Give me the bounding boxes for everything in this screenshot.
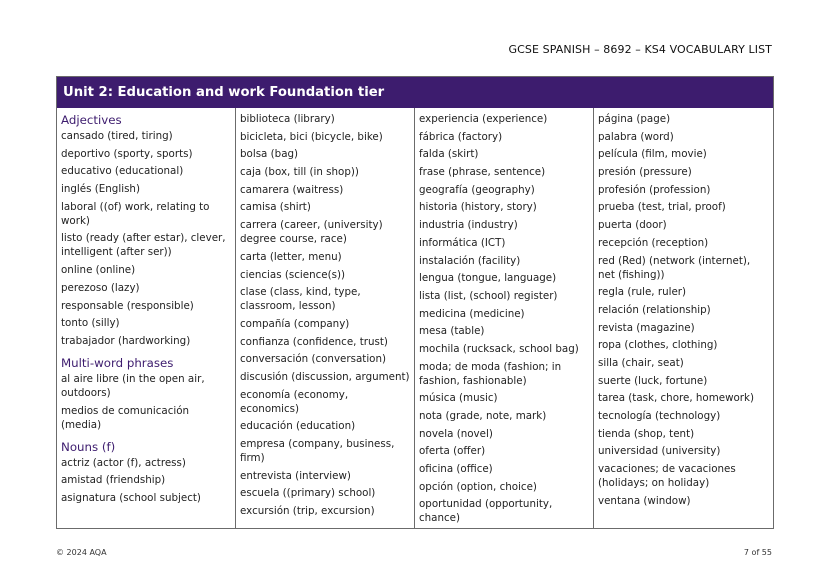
vocab-entry: online (online) bbox=[61, 264, 136, 277]
vocab-entry: instalación (facility) bbox=[419, 254, 521, 267]
table-column bbox=[594, 108, 773, 528]
vocab-entry: música (music) bbox=[419, 392, 498, 405]
vocab-entry: lista (list, (school) register) bbox=[419, 289, 558, 302]
vocab-entry: perezoso (lazy) bbox=[61, 281, 140, 294]
vocab-entry: bolsa (bag) bbox=[240, 148, 299, 161]
vocab-entry: actriz (actor (f), actress) bbox=[61, 456, 186, 469]
vocab-entry: educación (education) bbox=[240, 420, 356, 433]
table-column bbox=[57, 108, 236, 528]
vocab-entry: moda; de moda (fashion; in fashion, fashionable) bbox=[419, 360, 562, 387]
vocab-entry: frase (phrase, sentence) bbox=[419, 166, 546, 179]
table-columns bbox=[57, 108, 773, 528]
vocab-entry: responsable (responsible) bbox=[61, 299, 194, 312]
vocab-entry: profesión (profession) bbox=[598, 183, 711, 196]
vocabulary-table bbox=[56, 76, 774, 529]
vocab-entry: asignatura (school subject) bbox=[61, 491, 201, 504]
vocab-entry: regla (rule, ruler) bbox=[598, 286, 687, 299]
vocab-entry: bicicleta, bici (bicycle, bike) bbox=[240, 130, 383, 143]
vocab-entry: inglés (English) bbox=[61, 183, 140, 196]
vocab-entry: trabajador (hardworking) bbox=[61, 334, 191, 347]
footer-page-number: 7 of 55 bbox=[743, 548, 772, 557]
vocab-entry: palabra (word) bbox=[598, 130, 674, 143]
vocab-entry: informática (ICT) bbox=[419, 236, 506, 249]
vocab-entry: conversación (conversation) bbox=[240, 353, 387, 366]
vocab-entry: red (Red) (network (internet), net (fishing)) bbox=[598, 254, 751, 281]
vocab-entry: falda (skirt) bbox=[419, 148, 479, 161]
vocab-entry: caja (box, till (in shop)) bbox=[240, 166, 359, 179]
vocab-entry: entrevista (interview) bbox=[240, 469, 351, 482]
vocab-entry: página (page) bbox=[598, 113, 671, 125]
vocab-entry: tecnología (technology) bbox=[598, 410, 721, 422]
vocab-entry: educativo (educational) bbox=[61, 165, 184, 178]
vocab-entry: opción (option, choice) bbox=[419, 480, 537, 493]
vocab-entry: clase (class, kind, type, classroom, lesson) bbox=[240, 286, 361, 313]
vocab-entry: presión (pressure) bbox=[598, 166, 692, 179]
vocab-entry: ventana (window) bbox=[598, 494, 691, 507]
vocab-entry: deportivo (sporty, sports) bbox=[61, 147, 193, 160]
footer-copyright: © 2024 AQA bbox=[56, 548, 107, 557]
vocab-entry: medios de comunicación (media) bbox=[61, 404, 190, 431]
vocab-entry: amistad (friendship) bbox=[61, 474, 166, 487]
section-heading: Multi-word phrases bbox=[61, 355, 174, 370]
table-column bbox=[236, 108, 415, 528]
vocab-entry: carta (letter, menu) bbox=[240, 250, 342, 263]
vocab-entry: empresa (company, business, firm) bbox=[240, 438, 395, 464]
vocab-entry: película (film, movie) bbox=[598, 148, 707, 161]
vocab-entry: fábrica (factory) bbox=[419, 130, 503, 143]
vocab-entry: oportunidad (opportunity, chance) bbox=[419, 498, 553, 525]
vocab-entry: lengua (tongue, language) bbox=[419, 272, 557, 285]
vocab-entry: tarea (task, chore, homework) bbox=[598, 392, 755, 405]
vocab-entry: camarera (waitress) bbox=[240, 183, 344, 196]
vocab-entry: oficina (office) bbox=[419, 463, 493, 476]
vocab-entry: carrera (career, (university) degree course, race) bbox=[240, 219, 383, 246]
vocab-entry: geografía (geography) bbox=[419, 183, 535, 196]
section-heading: Nouns (f) bbox=[61, 439, 116, 454]
vocab-entry: industria (industry) bbox=[419, 219, 518, 232]
vocab-entry: oferta (offer) bbox=[419, 445, 486, 458]
vocab-entry: nota (grade, note, mark) bbox=[419, 410, 547, 422]
vocab-entry: prueba (test, trial, proof) bbox=[598, 201, 726, 214]
vocab-entry: laboral ((of) work, relating to work) bbox=[61, 200, 210, 227]
vocab-entry: novela (novel) bbox=[419, 427, 493, 440]
vocab-entry: historia (history, story) bbox=[419, 201, 537, 214]
vocab-entry: vacaciones; de vacaciones (holidays; on holiday) bbox=[598, 463, 736, 490]
vocab-entry: camisa (shirt) bbox=[240, 201, 311, 214]
vocab-entry: suerte (luck, fortune) bbox=[598, 374, 708, 387]
vocab-entry: silla (chair, seat) bbox=[598, 356, 684, 369]
vocab-entry: ropa (clothes, clothing) bbox=[598, 339, 718, 352]
vocab-entry: tonto (silly) bbox=[61, 317, 120, 330]
vocab-entry: universidad (university) bbox=[598, 445, 721, 458]
vocab-entry: escuela ((primary) school) bbox=[240, 487, 376, 500]
vocab-entry: compañía (company) bbox=[240, 317, 350, 330]
vocab-entry: biblioteca (library) bbox=[240, 113, 335, 125]
table-column bbox=[415, 108, 594, 528]
section-heading: Adjectives bbox=[61, 113, 122, 127]
vocab-entry: medicina (medicine) bbox=[419, 307, 525, 320]
vocab-entry: relación (relationship) bbox=[598, 303, 711, 316]
vocab-entry: listo (ready (after estar), clever, intelligent (after ser)) bbox=[61, 232, 226, 259]
vocab-entry: mesa (table) bbox=[419, 325, 485, 338]
vocab-entry: economía (economy, economics) bbox=[240, 388, 349, 415]
vocab-entry: excursión (trip, excursion) bbox=[240, 505, 375, 518]
vocab-entry: cansado (tired, tiring) bbox=[61, 130, 173, 142]
vocab-entry: recepción (reception) bbox=[598, 236, 709, 249]
vocab-entry: al aire libre (in the open air, outdoors) bbox=[61, 372, 205, 399]
vocab-entry: ciencias (science(s)) bbox=[240, 268, 346, 281]
vocab-entry: tienda (shop, tent) bbox=[598, 427, 695, 440]
vocab-entry: confianza (confidence, trust) bbox=[240, 335, 388, 348]
vocab-entry: mochila (rucksack, school bag) bbox=[419, 342, 579, 355]
vocab-entry: puerta (door) bbox=[598, 219, 667, 232]
vocab-entry: revista (magazine) bbox=[598, 321, 695, 334]
vocab-entry: discusión (discussion, argument) bbox=[240, 370, 410, 383]
vocab-entry: experiencia (experience) bbox=[419, 113, 548, 125]
table-title: Unit 2: Education and work Foundation tier bbox=[57, 77, 773, 108]
document-header-title: GCSE SPANISH – 8692 – KS4 VOCABULARY LIST bbox=[508, 43, 772, 56]
